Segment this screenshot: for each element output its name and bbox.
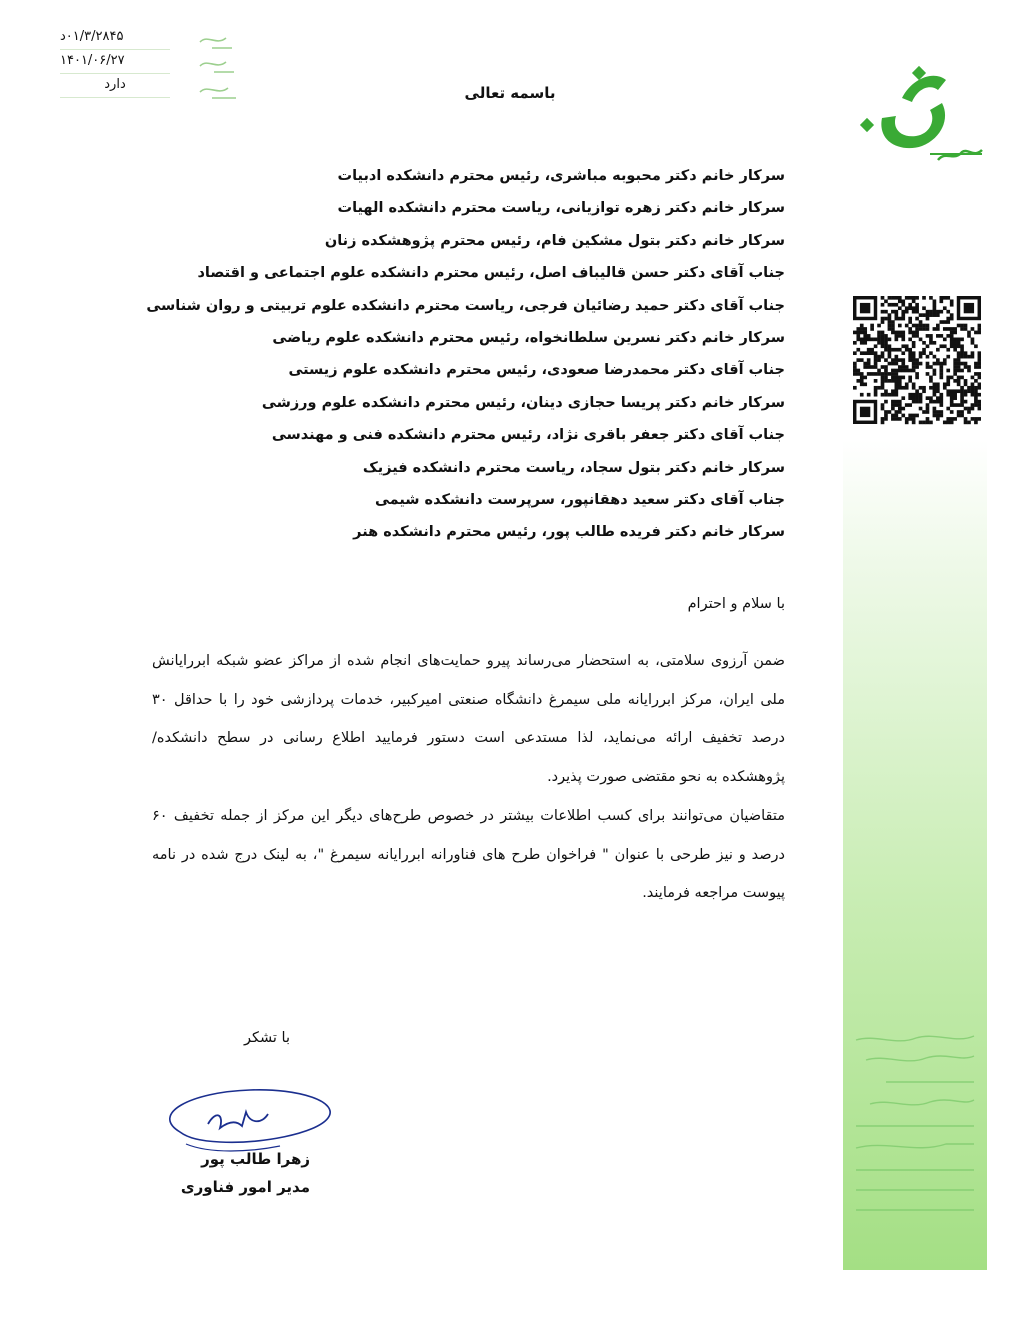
greeting: با سلام و احترام	[687, 596, 785, 612]
qr-code-icon	[853, 283, 981, 438]
recipient-line: جناب آقای دکتر حسن قالیباف اصل، رئیس محترم دانشکده علوم اجتماعی و اقتصاد	[197, 265, 785, 282]
recipient-list	[146, 160, 785, 549]
letter-number: ۰۱/۳/۲۸۴۵د	[60, 26, 170, 50]
recipient-line: سرکار خانم دکتر محبوبه مباشری، رئیس محترم دانشکده ادبیات	[337, 168, 785, 184]
meta-labels-watermark-icon	[192, 30, 244, 108]
recipient-line: سرکار خانم دکتر بتول مشکین فام، رئیس محترم پژوهشکده زنان	[324, 232, 785, 249]
closing: با تشکر	[243, 1030, 290, 1046]
recipient-line: جناب آقای دکتر جعفر باقری نژاد، رئیس محترم دانشکده فنی و مهندسی	[271, 427, 785, 444]
recipient-line: جناب آقای دکتر محمدرضا صعودی، رئیس محترم دانشکده علوم زیستی	[288, 362, 785, 379]
letter-meta	[60, 26, 170, 98]
recipient-line: سرکار خانم دکتر فریده طالب پور، رئیس محترم دانشکده هنر	[353, 524, 785, 541]
recipient-line: جناب آقای دکتر حمید رضائیان فرجی، ریاست محترم دانشکده علوم تربیتی و روان شناسی	[146, 297, 785, 314]
signer-name: زهرا طالب پور	[201, 1150, 310, 1168]
university-logo-icon	[842, 58, 992, 168]
contact-info-watermark-icon	[846, 1030, 981, 1230]
recipient-line: سرکار خانم دکتر بتول سجاد، ریاست محترم دانشکده فیزیک	[362, 459, 785, 476]
letter-attachment: دارد	[60, 74, 170, 98]
recipient-line: سرکار خانم دکتر پریسا حجازی دینان، رئیس محترم دانشکده علوم ورزشی	[261, 394, 785, 411]
letter-body	[152, 642, 785, 913]
recipient-line: جناب آقای دکتر سعید دهقانپور، سرپرست دانشکده شیمی	[374, 491, 785, 508]
signer-title: مدیر امور فناوری	[180, 1178, 310, 1196]
recipient-line: سرکار خانم دکتر زهره توازیانی، ریاست محترم دانشکده الهیات	[337, 200, 785, 217]
letter-heading: باسمه تعالی	[464, 84, 556, 102]
letter-date: ۱۴۰۱/۰۶/۲۷	[60, 50, 170, 74]
recipient-line: سرکار خانم دکتر نسرین سلطانخواه، رئیس محترم دانشکده علوم ریاضی	[272, 329, 785, 346]
body-paragraph-2: متقاضیان می‌توانند برای کسب اطلاعات بیشتر در خصوص طرح‌های دیگر این مرکز از جمله تخفیف ۶۰ درصد و نیز طرحی با عنوان " فراخوان طرح های فناورانه ابررایانه سیمرغ "، به لینک درج شده در نامه پیوست مراجعه فرمایند.	[152, 808, 785, 901]
body-paragraph-1: ضمن آرزوی سلامتی، به استحضار می‌رساند پیرو حمایت‌های انجام شده از مراکز عضو شبکه ابررایانش ملی ایران، مرکز ابررایانه ملی سیمرغ دانشگاه صنعتی امیرکبیر، خدمات پردازشی خود را با حداقل ۳۰ درصد تخفیف ارائه می‌نماید، لذا مستدعی است دستور فرمایید اطلاع رسانی در سطح دانشکده/ پژوهشکده به نحو مقتضی صورت پذیرد.	[152, 653, 785, 785]
signature-icon	[150, 1084, 340, 1159]
